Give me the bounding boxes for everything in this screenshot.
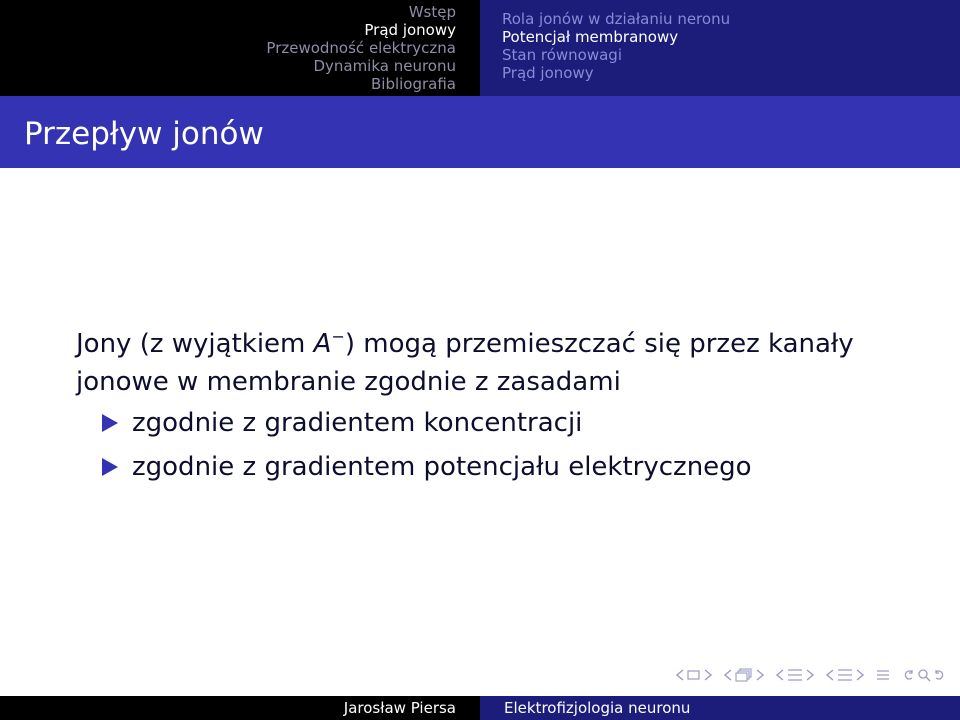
nav-subsection-prad-jonowy[interactable]: Prąd jonowy xyxy=(502,64,594,82)
nav-section-przewodnosc[interactable]: Przewodność elektryczna xyxy=(266,39,456,57)
footer-bar xyxy=(0,696,960,720)
frame-icon[interactable] xyxy=(735,668,753,682)
search-back-icon[interactable] xyxy=(902,669,914,681)
section-icon[interactable] xyxy=(837,668,853,682)
previous-slide-icon[interactable] xyxy=(676,669,684,681)
bullet-text: zgodnie z gradientem koncentracji xyxy=(132,408,583,438)
nav-subsection-potencjal[interactable]: Potencjał membranowy xyxy=(502,28,679,46)
nav-section-bibliografia[interactable]: Bibliografia xyxy=(370,75,456,93)
intro-text-start: Jony (z wyjątkiem xyxy=(76,329,314,359)
previous-frame-icon[interactable] xyxy=(724,669,732,681)
frame-title: Przepływ jonów xyxy=(24,116,264,152)
search-forward-icon[interactable] xyxy=(934,669,946,681)
footer-author: Jarosław Piersa xyxy=(343,699,456,717)
next-section-icon[interactable] xyxy=(856,669,864,681)
anion-charge: − xyxy=(331,327,345,346)
subsection-icon[interactable] xyxy=(787,668,803,682)
footer-author-box xyxy=(0,696,480,720)
triangle-bullet-icon xyxy=(102,458,118,476)
nav-section-wstep[interactable]: Wstęp xyxy=(408,3,456,21)
nav-subsection-stan-rownowagi[interactable]: Stan równowagi xyxy=(502,46,622,64)
frame-nav-group xyxy=(724,668,764,682)
triangle-bullet-icon xyxy=(102,414,118,432)
search-group xyxy=(902,668,946,682)
intro-text-end: ) mogą przemieszczać się przez kanały jonowe w membranie zgodnie z zasadami xyxy=(76,329,854,397)
nav-section-prad-jonowy[interactable]: Prąd jonowy xyxy=(364,21,456,39)
next-frame-icon[interactable] xyxy=(756,669,764,681)
next-subsection-icon[interactable] xyxy=(806,669,814,681)
section-list xyxy=(266,3,456,93)
subsection-nav-group xyxy=(776,668,814,682)
bullet-text: zgodnie z gradientem potencjału elektrycznego xyxy=(132,452,752,482)
align-group xyxy=(876,669,890,681)
section-navigation xyxy=(0,0,480,96)
anion-symbol: A xyxy=(313,329,332,359)
next-slide-icon[interactable] xyxy=(704,669,712,681)
search-icon[interactable] xyxy=(917,668,931,682)
footer-title-box xyxy=(480,696,960,720)
previous-section-icon[interactable] xyxy=(826,669,834,681)
bullet-list xyxy=(76,401,936,489)
section-nav-group xyxy=(826,668,864,682)
navigation-symbols xyxy=(676,668,946,682)
bullet-item xyxy=(76,445,936,489)
slide-icon[interactable] xyxy=(687,669,701,681)
top-navigation-bar xyxy=(0,0,960,96)
slide-content xyxy=(76,318,936,489)
frame-title-bar xyxy=(0,96,960,168)
previous-subsection-icon[interactable] xyxy=(776,669,784,681)
align-icon[interactable] xyxy=(876,669,890,681)
subsection-list xyxy=(502,10,730,82)
slide-nav-group xyxy=(676,669,712,681)
intro-paragraph xyxy=(76,318,936,401)
bullet-item xyxy=(76,401,936,445)
subsection-navigation xyxy=(480,0,960,96)
nav-section-dynamika[interactable]: Dynamika neuronu xyxy=(313,57,456,75)
footer-title: Elektrofizjologia neuronu xyxy=(504,699,691,717)
nav-subsection-rola-jonow[interactable]: Rola jonów w działaniu neronu xyxy=(502,10,731,28)
